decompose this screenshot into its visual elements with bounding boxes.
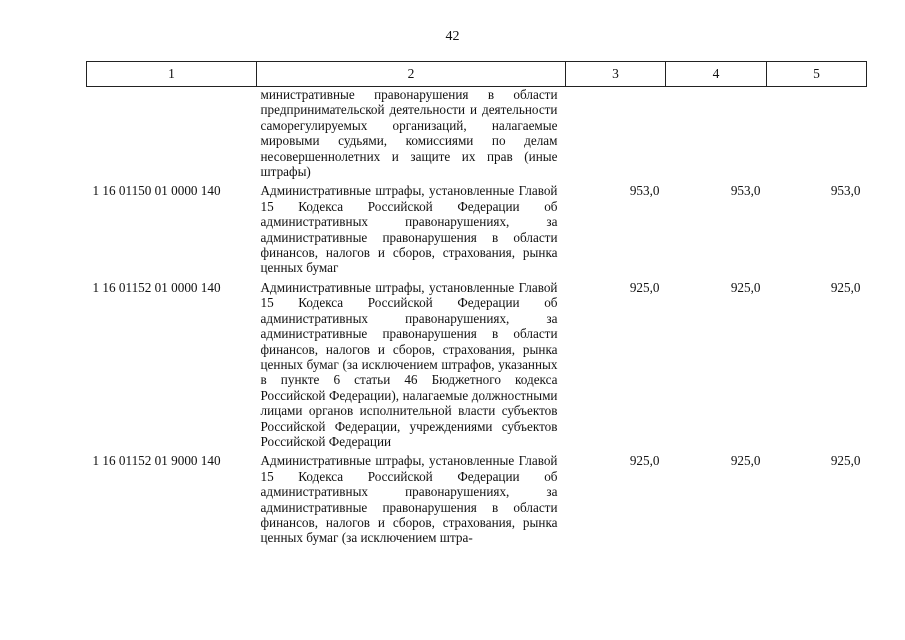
continuation-value-cell — [767, 87, 867, 180]
column-header-3: 3 — [566, 62, 666, 87]
continuation-value-cell — [566, 87, 666, 180]
value-col5: 953,0 — [830, 183, 861, 199]
table-row — [87, 449, 867, 545]
column-header-5: 5 — [767, 62, 867, 87]
value-col3: 953,0 — [629, 183, 660, 199]
table-row — [87, 179, 867, 275]
table-row — [87, 276, 867, 449]
table-body — [87, 87, 867, 546]
value-col5: 925,0 — [830, 279, 861, 295]
value-col5: 925,0 — [830, 453, 861, 469]
revenue-name: Административные штрафы, установленные Главой 15 Кодекса Российской Федерации об административных правонарушениях, за административные правонарушения в области финансов, налогов и сборов, страхования, рынка ценных бумаг — [260, 183, 558, 276]
classification-code: 1 16 01150 01 0000 140 — [92, 183, 221, 199]
page-number: 42 — [445, 29, 460, 44]
continuation-name-cell: министративные правонарушения в области предпринимательской деятельности и деятельности саморегулируемых организаций, налагаемые мировыми судьями, комиссиями по делам несовершеннолетних и защите их прав (иные штрафы) — [260, 87, 558, 180]
table-row-continuation — [87, 87, 867, 180]
classification-code: 1 16 01152 01 9000 140 — [92, 453, 221, 469]
value-col4: 925,0 — [730, 453, 761, 469]
classification-code: 1 16 01152 01 0000 140 — [92, 279, 221, 295]
column-header-4: 4 — [666, 62, 767, 87]
header-row — [87, 62, 867, 87]
budget-table — [86, 61, 867, 546]
value-col4: 925,0 — [730, 279, 761, 295]
value-col4: 953,0 — [730, 183, 761, 199]
continuation-value-cell — [666, 87, 767, 180]
revenue-name: Административные штрафы, установленные Главой 15 Кодекса Российской Федерации об административных правонарушениях, за административные правонарушения в области финансов, налогов и сборов, страхования, рынка ценных бумаг (за исключением штрафов, указанных в пункте 6 статьи 46 Бюджетного кодекса Российской Федерации), налагаемые должностными лицами органов исполнительной власти субъектов Российской Федерации, учреждениями субъектов Российской Федерации — [260, 279, 558, 449]
column-header-1: 1 — [87, 62, 257, 87]
value-col3: 925,0 — [629, 453, 660, 469]
table-header — [87, 62, 867, 87]
value-col3: 925,0 — [629, 279, 660, 295]
revenue-name: Административные штрафы, установленные Главой 15 Кодекса Российской Федерации об административных правонарушениях, за административные правонарушения в области финансов, налогов и сборов, страхования, рынка ценных бумаг (за исключением штра- — [260, 453, 558, 546]
column-header-2: 2 — [257, 62, 566, 87]
continuation-code-cell — [87, 87, 257, 180]
